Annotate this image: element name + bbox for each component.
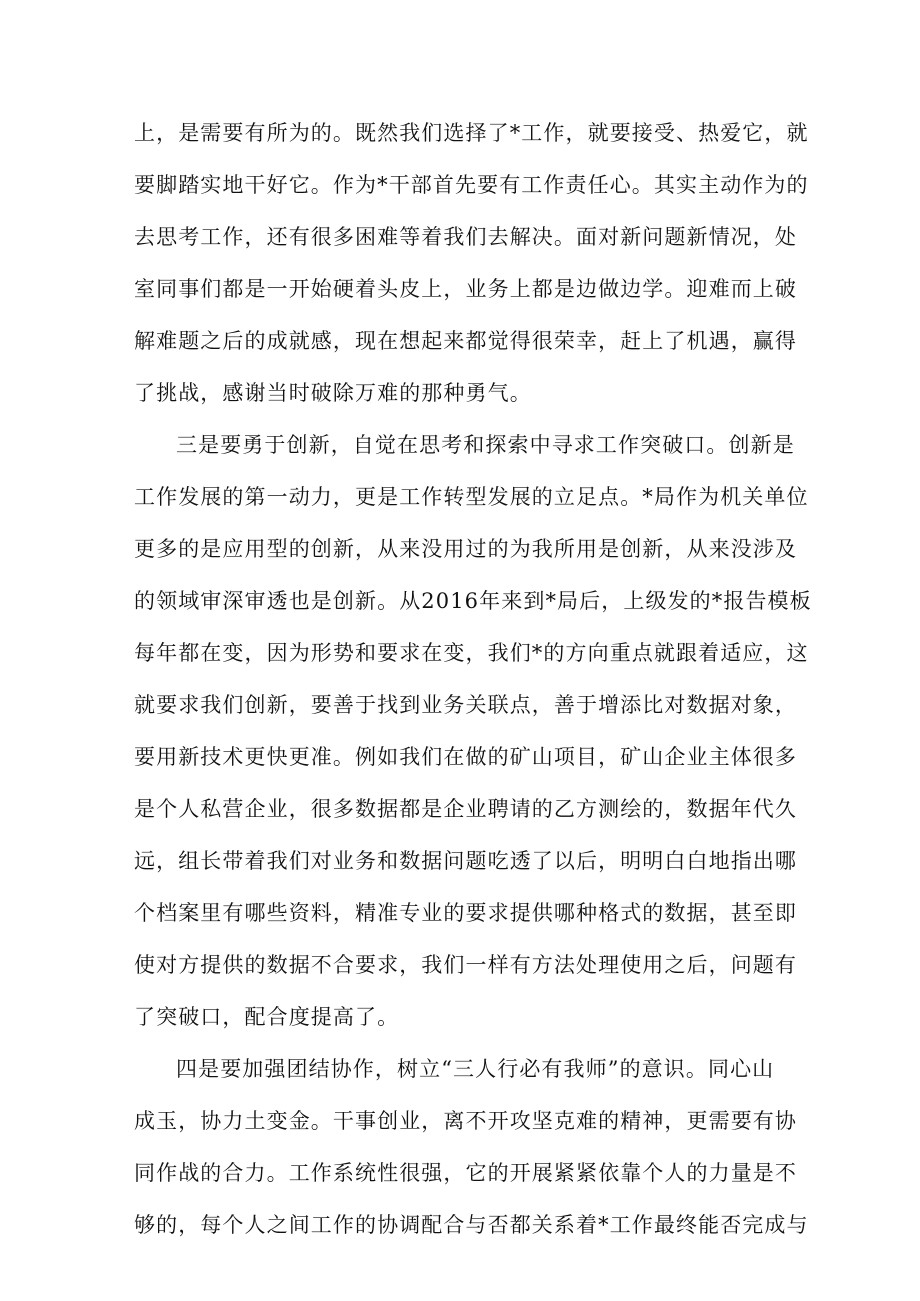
text-line: 要用新技术更快更准。例如我们在做的矿山项目，矿山企业主体很多: [134, 745, 797, 769]
text-line: 四是要加强团结协作，树立“三人行必有我师”的意识。同心山: [176, 1057, 775, 1081]
text-line: 上，是需要有所为的。既然我们选择了*工作，就要接受、热爱它，就: [134, 121, 809, 145]
text-line: 解难题之后的成就感，现在想起来都觉得很荣幸，赶上了机遇，赢得: [134, 329, 797, 353]
text-line: 工作发展的第一动力，更是工作转型发展的立足点。*局作为机关单位: [134, 485, 809, 509]
text-line: 够的，每个人之间工作的协调配合与否都关系着*工作最终能否完成与: [134, 1213, 809, 1237]
text-line: 是个人私营企业，很多数据都是企业聘请的乙方测绘的，数据年代久: [134, 797, 797, 821]
text-line: 三是要勇于创新，自觉在思考和探索中寻求工作突破口。创新是: [176, 433, 795, 457]
text-line: 的领域审深审透也是创新。从2016年来到*局后，上级发的*报告模板: [134, 589, 812, 613]
text-line: 远，组长带着我们对业务和数据问题吃透了以后，明明白白地指出哪: [134, 849, 797, 873]
text-line: 要脚踏实地干好它。作为*干部首先要有工作责任心。其实主动作为的: [134, 173, 809, 197]
text-line: 同作战的合力。工作系统性很强，它的开展紧紧依靠个人的力量是不: [134, 1161, 797, 1185]
text-line: 了突破口，配合度提高了。: [134, 1005, 400, 1029]
text-line: 就要求我们创新，要善于找到业务关联点，善于增添比对数据对象，: [134, 693, 797, 717]
text-line: 成玉，协力土变金。干事创业，离不开攻坚克难的精神，更需要有协: [134, 1109, 797, 1133]
text-line: 室同事们都是一开始硬着头皮上，业务上都是边做边学。迎难而上破: [134, 277, 797, 301]
text-line: 更多的是应用型的创新，从来没用过的为我所用是创新，从来没涉及: [134, 537, 797, 561]
text-line: 个档案里有哪些资料，精准专业的要求提供哪种格式的数据，甚至即: [134, 901, 797, 925]
text-line: 每年都在变，因为形势和要求在变，我们*的方向重点就跟着适应，这: [134, 641, 809, 665]
text-line: 使对方提供的数据不合要求，我们一样有方法处理使用之后，问题有: [134, 953, 797, 977]
text-line: 去思考工作，还有很多困难等着我们去解决。面对新问题新情况，处: [134, 225, 797, 249]
text-line: 了挑战，感谢当时破除万难的那种勇气。: [134, 381, 532, 405]
